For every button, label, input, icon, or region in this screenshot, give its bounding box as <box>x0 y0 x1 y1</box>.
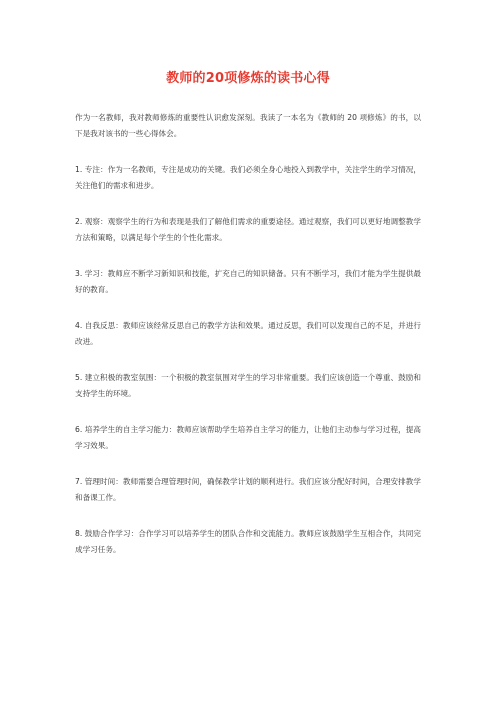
intro-paragraph: 作为一名教师，我对教师修炼的重要性认识愈发深刻。我读了一本名为《教师的 20 项修炼》的书，以下是我对该书的一些心得体会。 <box>75 113 421 138</box>
item-paragraph: 6. 培养学生的自主学习能力：教师应该帮助学生培养自主学习的能力，让他们主动参与学习过程，提高学习效果。 <box>75 425 421 450</box>
item-paragraph: 8. 鼓励合作学习：合作学习可以培养学生的团队合作和交流能力。教师应该鼓励学生互相合作，共同完成学习任务。 <box>75 529 421 554</box>
item-paragraph: 7. 管理时间：教师需要合理管理时间，确保教学计划的顺利进行。我们应该分配好时间，合理安排教学和备课工作。 <box>75 477 421 502</box>
document-body <box>75 110 421 557</box>
item-paragraph: 5. 建立积极的教室氛围：一个积极的教室氛围对学生的学习非常重要。我们应该创造一个尊重、鼓励和支持学生的环境。 <box>75 373 421 398</box>
item-paragraph: 3. 学习：教师应不断学习新知识和技能，扩充自己的知识储备。只有不断学习，我们才能为学生提供最好的教育。 <box>75 269 421 294</box>
item-paragraph: 4. 自我反思：教师应该经常反思自己的教学方法和效果。通过反思，我们可以发现自己的不足，并进行改进。 <box>75 321 421 346</box>
document-title: 教师的20项修炼的读书心得 <box>166 71 330 86</box>
item-paragraph: 1. 专注：作为一名教师，专注是成功的关键。我们必须全身心地投入到教学中，关注学生的学习情况，关注他们的需求和进步。 <box>75 165 421 190</box>
item-paragraph: 2. 观察：观察学生的行为和表现是我们了解他们需求的重要途径。通过观察，我们可以更好地调整教学方法和策略，以满足每个学生的个性化需求。 <box>75 217 421 242</box>
